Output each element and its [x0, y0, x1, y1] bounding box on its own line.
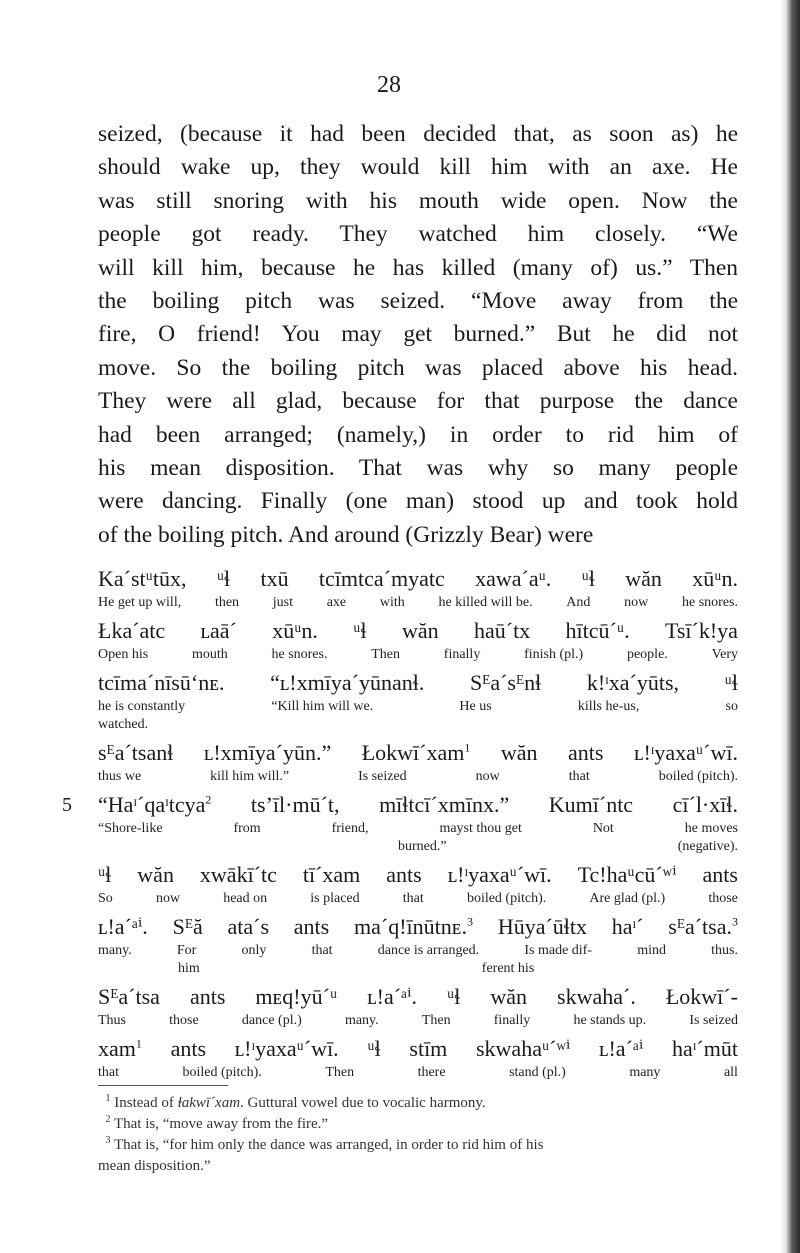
gloss-word: (negative). [677, 839, 738, 854]
gloss-word: Not [592, 821, 614, 836]
gloss-word: Is seized [358, 769, 407, 784]
gloss-word: just [272, 595, 293, 610]
gloss-word: many. [98, 943, 132, 958]
gloss-word: dance (pl.) [241, 1013, 302, 1028]
native-word: hītcū´ᵘ. [565, 618, 630, 643]
gloss-word: with [379, 595, 405, 610]
native-word: ts’īl·mū´t, [250, 792, 340, 817]
gloss-word: “Shore-like [98, 821, 163, 836]
gloss-line [98, 1064, 738, 1082]
gloss-word: many. [344, 1013, 379, 1028]
gloss-word: those [708, 891, 738, 906]
footnote [98, 1114, 738, 1135]
native-word: ʟ!xmīya´yūn.” [203, 740, 332, 765]
gloss-line [98, 838, 738, 856]
prose-line: They were all glad, because for that purpose the dance [98, 388, 738, 415]
native-word: xawa´aᵘ. [475, 566, 552, 591]
native-word: wăn [500, 740, 538, 765]
gloss-word: there [417, 1065, 446, 1080]
native-word: ants [568, 740, 604, 765]
native-word: txū [260, 566, 289, 591]
footnote [98, 1093, 738, 1114]
native-line [98, 860, 738, 890]
native-word: wăn [625, 566, 662, 591]
gloss-word: burned.” [398, 839, 447, 854]
native-word: xūᵘn. [272, 618, 318, 643]
native-word: tcīmtca´myatc [318, 566, 445, 591]
prose-line: was still snoring with his mouth wide open. Now the [98, 187, 738, 214]
gloss-word: finish (pl.) [524, 647, 584, 662]
gloss-word: then [214, 595, 240, 610]
gloss-line [98, 646, 738, 664]
scan-edge [780, 0, 800, 1253]
native-word [98, 790, 211, 820]
prose-line: of the boiling pitch. And around (Grizzly Bear) were [98, 521, 594, 548]
gloss-word: that [311, 943, 333, 958]
gloss-word: he stands up. [573, 1013, 647, 1028]
native-word: stīm [409, 1036, 448, 1061]
gloss-word: finally [443, 647, 481, 662]
gloss-word: now [475, 769, 500, 784]
gloss-word: those [169, 1013, 199, 1028]
footnote-rule [98, 1085, 228, 1086]
native-word-part: Łokwī´xam [361, 740, 465, 765]
native-word: ᵘɬ [353, 618, 367, 643]
native-word: mīɬtcī´xmīnx.” [379, 792, 510, 817]
interlinear-block [62, 790, 738, 856]
gloss-word: Thus [98, 1013, 126, 1028]
native-word: skwahaᵘ´ʷⁱ [475, 1036, 571, 1061]
native-word: ᵘɬ [581, 566, 595, 591]
prose-line: the boiling pitch was seized. “Move away from the [98, 287, 738, 314]
gloss-word: He us [459, 699, 492, 714]
gloss-word: that [402, 891, 424, 906]
native-word-part: xam [98, 1036, 136, 1061]
native-word: Sᴱa´tsa [98, 984, 160, 1009]
footnote-text: That is, “move away from the fire.” [113, 1116, 329, 1132]
native-word: Sᴱa´sᴱnɬ [469, 670, 542, 695]
native-word: Tsī´k!ya [664, 618, 738, 643]
interlinear-block [98, 912, 738, 978]
native-word: ʟ!a´ᵃⁱ [599, 1036, 644, 1061]
gloss-word: he is constantly [98, 699, 186, 714]
native-word: ants [386, 862, 422, 887]
gloss-word: mouth [191, 647, 228, 662]
native-word: wăn [490, 984, 527, 1009]
native-word: ʟaā´ [200, 618, 237, 643]
gloss-word: Then [325, 1065, 355, 1080]
native-word: ants [189, 984, 226, 1009]
gloss-line [98, 1012, 738, 1030]
native-word-part: ma´q!īnūtnᴇ. [354, 914, 468, 939]
native-word: ants [293, 914, 330, 939]
gloss-word: all [723, 1065, 738, 1080]
native-line [98, 1034, 738, 1064]
native-word: tī´xam [302, 862, 361, 887]
native-word: tcīma´nīsū‘nᴇ. [98, 670, 225, 695]
gloss-word: people. [626, 647, 668, 662]
footnote-ref: 2 [205, 792, 212, 807]
gloss-word: now [624, 595, 649, 610]
native-word: cī´l·xīɬ. [672, 792, 738, 817]
gloss-word: ferent his [481, 961, 535, 976]
native-word: ᵘɬ [447, 984, 461, 1009]
native-line [98, 982, 738, 1012]
native-word: ᵘɬ [367, 1036, 381, 1061]
gloss-word: thus we [98, 769, 142, 784]
native-word: ʟ!ᶦyaxaᵘ´wī. [447, 862, 552, 887]
footnote-number: 3 [105, 1135, 111, 1146]
gloss-word: that [98, 1065, 119, 1080]
prose-line: fire, O friend! You may get burned.” But he did not [98, 321, 738, 348]
native-line [98, 564, 738, 594]
gloss-word: “Kill him will we. [271, 699, 374, 714]
line-number: 5 [62, 794, 72, 816]
gloss-line [98, 960, 738, 978]
gloss-word: now [155, 891, 181, 906]
native-word: haū´tx [473, 618, 531, 643]
interlinear-block [98, 738, 738, 786]
native-line [98, 912, 738, 942]
gloss-word: Are glad (pl.) [589, 891, 666, 906]
gloss-word: Open his [98, 647, 149, 662]
native-word-part: “Haᶦ´qaᶦtcya [98, 792, 206, 817]
gloss-word: so [725, 699, 738, 714]
native-word: ᵘɬ [216, 566, 231, 591]
prose-line: seized, (because it had been decided that, as soon as) he [98, 121, 738, 147]
native-word [362, 738, 471, 768]
gloss-line [98, 768, 738, 786]
interlinear-block [98, 616, 738, 664]
gloss-word: kill him will.” [210, 769, 290, 784]
gloss-word: boiled (pitch). [466, 891, 547, 906]
native-word: ants [170, 1036, 207, 1061]
gloss-line [98, 716, 738, 734]
native-word: ʟ!a´ᵃⁱ. [98, 914, 148, 939]
gloss-line [98, 698, 738, 716]
native-word: “ʟ!xmīya´yūnanɬ. [270, 670, 425, 695]
native-word: ʟ!a´ᵃⁱ. [367, 984, 417, 1009]
gloss-word: from [233, 821, 261, 836]
gloss-word: thus. [711, 943, 738, 958]
gloss-word: Very [711, 647, 738, 662]
interlinear-text [62, 564, 738, 1086]
native-word: Łka´atc [98, 618, 166, 643]
gloss-word: boiled (pitch). [658, 769, 738, 784]
gloss-word: So [98, 891, 113, 906]
native-word: k!ᶦxa´yūts, [586, 670, 680, 695]
native-line [62, 790, 738, 820]
footnote-text: . Guttural vowel due to vocalic harmony. [240, 1095, 486, 1111]
gloss-word: mind [637, 943, 666, 958]
gloss-word: And [566, 595, 591, 610]
gloss-line [98, 942, 738, 960]
gloss-word: Then [371, 647, 401, 662]
footnote-ref: 1 [135, 1036, 142, 1051]
gloss-word: is placed [310, 891, 360, 906]
gloss-word: he snores. [681, 595, 738, 610]
interlinear-block [98, 1034, 738, 1082]
native-word: mᴇq!yū´ᵘ [255, 984, 338, 1009]
native-word: Kumī´ntc [548, 792, 634, 817]
footnote-ref: 1 [464, 740, 471, 755]
gloss-word: him [178, 961, 200, 976]
gloss-word: boiled (pitch). [182, 1065, 262, 1080]
native-word: Hūya´ūɬtx [497, 914, 588, 939]
native-word: ᵘɬ [724, 670, 738, 695]
gloss-word: Then [421, 1013, 451, 1028]
gloss-word: only [241, 943, 267, 958]
native-word: haᶦ´ [611, 914, 644, 939]
gloss-line [98, 890, 738, 908]
footnote [98, 1135, 738, 1156]
footnote-ref: 3 [467, 914, 474, 929]
native-word: Tc!haᵘcū´ʷⁱ [577, 862, 677, 887]
native-word: sᴱa´tsanɬ [98, 740, 174, 765]
native-word: ʟ!ᶦyaxaᵘ´wī. [633, 740, 738, 765]
native-word: Sᴱă [172, 914, 203, 939]
footnote-number: 1 [105, 1093, 111, 1104]
prose-line: were dancing. Finally (one man) stood up and took hold [98, 488, 738, 515]
footnote-text: That is, “for him only the dance was arranged, in order to rid him of his [113, 1137, 544, 1153]
native-word-part: sᴱa´tsa. [668, 914, 732, 939]
native-word: xwākī´tc [199, 862, 277, 887]
gloss-word: Is made dif- [524, 943, 593, 958]
gloss-word: many [629, 1065, 661, 1080]
gloss-line [98, 820, 738, 838]
native-line [98, 738, 738, 768]
native-word [668, 912, 738, 942]
footnote-ref: 3 [732, 914, 738, 929]
native-word: ᵘɬ [98, 862, 112, 887]
prose-paragraph [98, 118, 738, 552]
gloss-word: finally [493, 1013, 531, 1028]
gloss-word: he killed will be. [438, 595, 533, 610]
gloss-word: axe [326, 595, 347, 610]
gloss-word: mayst thou get [439, 821, 522, 836]
interlinear-block [98, 982, 738, 1030]
prose-line: should wake up, they would kill him with an axe. He [98, 154, 738, 181]
gloss-word: he snores. [271, 647, 328, 662]
interlinear-block [98, 564, 738, 612]
page-number: 28 [377, 72, 401, 98]
interlinear-block [98, 668, 738, 734]
gloss-line [98, 594, 738, 612]
native-word: Ka´stᵘtūx, [98, 566, 187, 591]
native-word [354, 912, 473, 942]
native-word: haᶦ´mūt [672, 1036, 738, 1061]
native-word [98, 1034, 142, 1064]
native-line [98, 616, 738, 646]
gloss-word: head on [223, 891, 268, 906]
gloss-word: stand (pl.) [509, 1065, 566, 1080]
native-word: skwaha´. [557, 984, 636, 1009]
native-line [98, 668, 738, 698]
gloss-word: that [568, 769, 590, 784]
prose-line: will kill him, because he has killed (many of) us.” Then [98, 254, 738, 281]
footnote-text: Instead of [114, 1095, 178, 1111]
gloss-word: friend, [331, 821, 369, 836]
footnotes [98, 1093, 738, 1177]
gloss-word: He get up will, [98, 595, 182, 610]
footnote-italic: ɫakwī´xam [177, 1095, 241, 1111]
native-word: wăn [401, 618, 439, 643]
footnote-number: 2 [105, 1114, 111, 1125]
prose-line: move. So the boiling pitch was placed above his head. [98, 354, 738, 381]
footnote-continuation: mean disposition.” [98, 1158, 211, 1174]
prose-line: had been arranged; (namely,) in order to rid him of [98, 421, 738, 448]
gloss-word: watched. [98, 717, 149, 732]
gloss-word: For [176, 943, 197, 958]
gloss-word: Is seized [689, 1013, 738, 1028]
gloss-word: kills he-us, [577, 699, 640, 714]
native-word: Łokwī´- [665, 984, 738, 1009]
native-word: ants [702, 862, 738, 887]
prose-line: people got ready. They watched him closely. “We [98, 221, 738, 248]
native-word: xūᵘn. [692, 566, 738, 591]
interlinear-block [98, 860, 738, 908]
native-word: wăn [137, 862, 174, 887]
gloss-word: dance is arranged. [377, 943, 480, 958]
native-word: ata´s [227, 914, 270, 939]
prose-line: his mean disposition. That was why so many people [98, 454, 738, 481]
gloss-word: he moves [684, 821, 738, 836]
native-word: ʟ!ᶦyaxaᵘ´wī. [234, 1036, 339, 1061]
